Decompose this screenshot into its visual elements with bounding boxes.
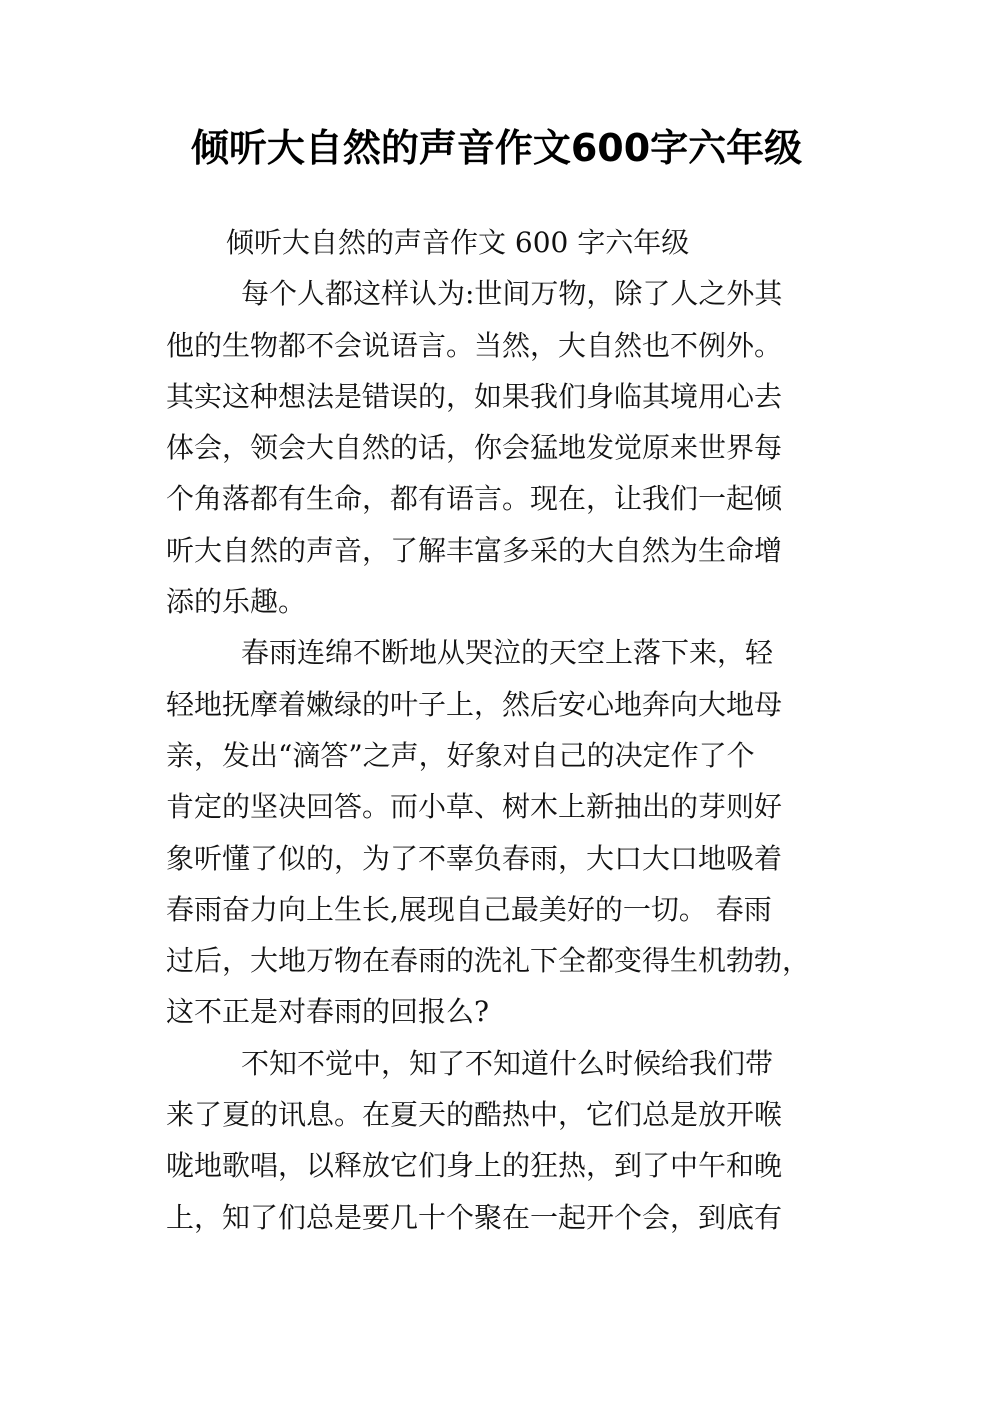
text-line: 每个人都这样认为:世间万物，除了人之外其 xyxy=(241,277,783,311)
text-line: 不知不觉中，知了不知道什么时候给我们带 xyxy=(241,1046,774,1080)
text-line: 过后，大地万物在春雨的洗礼下全都变得生机勃勃， xyxy=(166,944,811,978)
text-line: 轻地抚摩着嫩绿的叶子上，然后安心地奔向大地母 xyxy=(166,687,783,721)
text-line: 来了夏的讯息。在夏天的酷热中，它们总是放开喉 xyxy=(166,1098,783,1132)
paragraph-1 xyxy=(166,268,830,627)
paragraph-3 xyxy=(166,1038,830,1243)
text-line: 添的乐趣。 xyxy=(166,585,307,619)
text-line: 这不正是对春雨的回报么? xyxy=(166,995,490,1029)
text-line: 体会，领会大自然的话，你会猛地发觉原来世界每 xyxy=(166,431,783,465)
text-line: 亲，发出“滴答”之声，好象对自己的决定作了个 xyxy=(166,738,755,772)
document-body xyxy=(166,217,830,1243)
text-line: 咙地歌唱，以释放它们身上的狂热，到了中午和晚 xyxy=(166,1149,783,1183)
paragraph-2 xyxy=(166,627,830,1037)
text-line: 他的生物都不会说语言。当然，大自然也不例外。 xyxy=(166,328,783,362)
document-subtitle: 倾听大自然的声音作文 600 字六年级 xyxy=(226,226,690,259)
text-line: 肯定的坚决回答。而小草、树木上新抽出的芽则好 xyxy=(166,790,783,824)
text-line: 个角落都有生命，都有语言。现在，让我们一起倾 xyxy=(166,482,783,516)
text-line: 象听懂了似的，为了不辜负春雨，大口大口地吸着 xyxy=(166,841,783,875)
text-line: 听大自然的声音，了解丰富多采的大自然为生命增 xyxy=(166,533,783,567)
text-line: 其实这种想法是错误的，如果我们身临其境用心去 xyxy=(166,379,783,413)
text-line: 上，知了们总是要几十个聚在一起开个会，到底有 xyxy=(166,1200,783,1234)
text-line: 春雨奋力向上生长,展现自己最美好的一切。 春雨 xyxy=(166,892,772,926)
text-line: 春雨连绵不断地从哭泣的天空上落下来，轻 xyxy=(241,636,774,670)
document-title: 倾听大自然的声音作文600字六年级 xyxy=(190,126,803,170)
